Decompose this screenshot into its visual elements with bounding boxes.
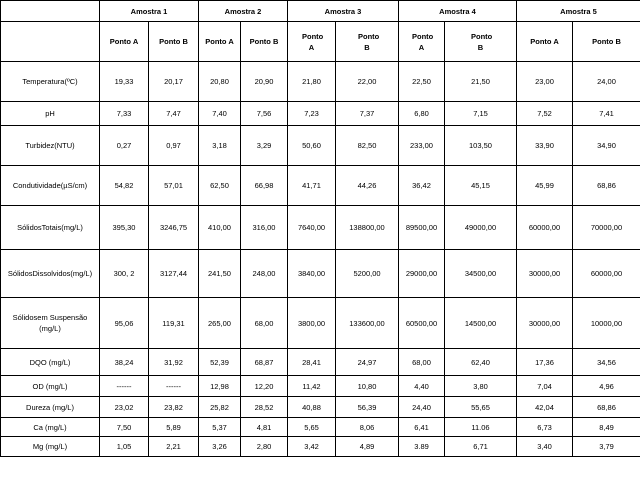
table-cell: 31,92 xyxy=(149,349,199,376)
table-cell: 410,00 xyxy=(199,206,241,250)
point-header: Ponto B xyxy=(336,22,399,62)
table-cell: 7,40 xyxy=(199,102,241,126)
table-cell: 49000,00 xyxy=(445,206,517,250)
table-cell: 23,02 xyxy=(100,397,149,418)
table-cell: 54,82 xyxy=(100,166,149,206)
table-cell: 12,20 xyxy=(241,376,288,397)
table-cell: 21,80 xyxy=(288,62,336,102)
table-row xyxy=(1,349,640,376)
table-cell: 23,00 xyxy=(517,62,573,102)
table-cell: 4,40 xyxy=(399,376,445,397)
table-cell: 6,41 xyxy=(399,418,445,437)
table-cell: 44,26 xyxy=(336,166,399,206)
table-row xyxy=(1,418,640,437)
table-cell: 14500,00 xyxy=(445,298,517,349)
table-row xyxy=(1,250,640,298)
table-cell: 3127,44 xyxy=(149,250,199,298)
table-cell: 19,33 xyxy=(100,62,149,102)
table-cell: 138800,00 xyxy=(336,206,399,250)
table-cell: 22,50 xyxy=(399,62,445,102)
point-header: Ponto B xyxy=(573,22,640,62)
table-cell: 3,79 xyxy=(573,437,640,457)
header-corner xyxy=(1,1,100,22)
table-cell: 6,80 xyxy=(399,102,445,126)
table-cell: 133600,00 xyxy=(336,298,399,349)
table-cell: 50,60 xyxy=(288,126,336,166)
table-cell: 40,88 xyxy=(288,397,336,418)
row-label: pH xyxy=(1,102,100,126)
row-label: Turbidez(NTU) xyxy=(1,126,100,166)
table-cell: 68,86 xyxy=(573,397,640,418)
table-cell: 241,50 xyxy=(199,250,241,298)
table-cell: 95,06 xyxy=(100,298,149,349)
table-cell: 89500,00 xyxy=(399,206,445,250)
table-cell: 29000,00 xyxy=(399,250,445,298)
table-cell: 10,80 xyxy=(336,376,399,397)
table-cell: 36,42 xyxy=(399,166,445,206)
table-cell: 3.89 xyxy=(399,437,445,457)
row-label: Ca (mg/L) xyxy=(1,418,100,437)
table-cell: 0,27 xyxy=(100,126,149,166)
table-cell: 34,90 xyxy=(573,126,640,166)
table-cell: 68,00 xyxy=(241,298,288,349)
table-cell: 62,50 xyxy=(199,166,241,206)
table-cell: 30000,00 xyxy=(517,298,573,349)
table-cell: 3,29 xyxy=(241,126,288,166)
point-header: Ponto A xyxy=(288,22,336,62)
table-cell: 24,97 xyxy=(336,349,399,376)
table-cell: 7,23 xyxy=(288,102,336,126)
table-cell: 12,98 xyxy=(199,376,241,397)
table-cell: ------ xyxy=(100,376,149,397)
table-cell: 20,80 xyxy=(199,62,241,102)
table-cell: 45,99 xyxy=(517,166,573,206)
table-cell: 22,00 xyxy=(336,62,399,102)
table-row xyxy=(1,298,640,349)
row-label: OD (mg/L) xyxy=(1,376,100,397)
table-cell: 119,31 xyxy=(149,298,199,349)
table-cell: 8,49 xyxy=(573,418,640,437)
table-cell: 24,40 xyxy=(399,397,445,418)
table-cell: 233,00 xyxy=(399,126,445,166)
row-label: DQO (mg/L) xyxy=(1,349,100,376)
point-header: Ponto A xyxy=(399,22,445,62)
table-cell: 10000,00 xyxy=(573,298,640,349)
table-cell: 3246,75 xyxy=(149,206,199,250)
point-header: Ponto A xyxy=(199,22,241,62)
table-cell: 3,40 xyxy=(517,437,573,457)
table-cell: 2,80 xyxy=(241,437,288,457)
table-cell: 34500,00 xyxy=(445,250,517,298)
sample-header: Amostra 1 xyxy=(100,1,199,22)
table-cell: ------ xyxy=(149,376,199,397)
table-cell: 5,37 xyxy=(199,418,241,437)
table-cell: 11.06 xyxy=(445,418,517,437)
table-cell: 57,01 xyxy=(149,166,199,206)
point-header: Ponto A xyxy=(517,22,573,62)
table-cell: 7,52 xyxy=(517,102,573,126)
header-corner xyxy=(1,22,100,62)
table-cell: 38,24 xyxy=(100,349,149,376)
table-row xyxy=(1,62,640,102)
row-label: Condutividade(µS/cm) xyxy=(1,166,100,206)
table-row xyxy=(1,397,640,418)
table-cell: 2,21 xyxy=(149,437,199,457)
table-cell: 7,37 xyxy=(336,102,399,126)
table-cell: 24,00 xyxy=(573,62,640,102)
table-cell: 21,50 xyxy=(445,62,517,102)
table-cell: 7,41 xyxy=(573,102,640,126)
table-cell: 25,82 xyxy=(199,397,241,418)
table-cell: 28,41 xyxy=(288,349,336,376)
row-label: Dureza (mg/L) xyxy=(1,397,100,418)
table-cell: 11,42 xyxy=(288,376,336,397)
table-cell: 20,17 xyxy=(149,62,199,102)
table-cell: 28,52 xyxy=(241,397,288,418)
table-cell: 3,80 xyxy=(445,376,517,397)
table-cell: 60000,00 xyxy=(573,250,640,298)
table-cell: 7,15 xyxy=(445,102,517,126)
table-cell: 0,97 xyxy=(149,126,199,166)
row-label: Temperatura(ºC) xyxy=(1,62,100,102)
point-header-row xyxy=(1,22,640,62)
table-cell: 17,36 xyxy=(517,349,573,376)
table-cell: 5,89 xyxy=(149,418,199,437)
table-cell: 3,18 xyxy=(199,126,241,166)
table-cell: 103,50 xyxy=(445,126,517,166)
table-cell: 395,30 xyxy=(100,206,149,250)
table-row xyxy=(1,206,640,250)
table-cell: 7,47 xyxy=(149,102,199,126)
table-cell: 3,42 xyxy=(288,437,336,457)
table-cell: 68,86 xyxy=(573,166,640,206)
table-cell: 34,56 xyxy=(573,349,640,376)
table-cell: 7,33 xyxy=(100,102,149,126)
table-cell: 33,90 xyxy=(517,126,573,166)
sample-header: Amostra 4 xyxy=(399,1,517,22)
table-cell: 7640,00 xyxy=(288,206,336,250)
sample-header: Amostra 3 xyxy=(288,1,399,22)
row-label: SólidosDissolvidos(mg/L) xyxy=(1,250,100,298)
point-header: Ponto A xyxy=(100,22,149,62)
table-cell: 265,00 xyxy=(199,298,241,349)
table-row xyxy=(1,376,640,397)
point-header: Ponto B xyxy=(149,22,199,62)
table-cell: 55,65 xyxy=(445,397,517,418)
table-cell: 4,81 xyxy=(241,418,288,437)
table-cell: 5200,00 xyxy=(336,250,399,298)
sample-header: Amostra 5 xyxy=(517,1,640,22)
table-cell: 316,00 xyxy=(241,206,288,250)
table-cell: 4,89 xyxy=(336,437,399,457)
table-cell: 248,00 xyxy=(241,250,288,298)
table-cell: 4,96 xyxy=(573,376,640,397)
table-cell: 8,06 xyxy=(336,418,399,437)
table-cell: 66,98 xyxy=(241,166,288,206)
point-header: Ponto B xyxy=(445,22,517,62)
table-row xyxy=(1,102,640,126)
table-row xyxy=(1,166,640,206)
table-cell: 6,73 xyxy=(517,418,573,437)
table-cell: 7,04 xyxy=(517,376,573,397)
table-cell: 60500,00 xyxy=(399,298,445,349)
row-label: Sólidosem Suspensão (mg/L) xyxy=(1,298,100,349)
table-cell: 23,82 xyxy=(149,397,199,418)
table-cell: 1,05 xyxy=(100,437,149,457)
table-cell: 45,15 xyxy=(445,166,517,206)
table-cell: 60000,00 xyxy=(517,206,573,250)
row-label: SólidosTotais(mg/L) xyxy=(1,206,100,250)
table-cell: 82,50 xyxy=(336,126,399,166)
table-cell: 68,00 xyxy=(399,349,445,376)
table-cell: 3800,00 xyxy=(288,298,336,349)
table-cell: 3840,00 xyxy=(288,250,336,298)
table-cell: 300, 2 xyxy=(100,250,149,298)
table-cell: 5,65 xyxy=(288,418,336,437)
table-cell: 70000,00 xyxy=(573,206,640,250)
table-cell: 3,26 xyxy=(199,437,241,457)
table-row xyxy=(1,126,640,166)
table-cell: 41,71 xyxy=(288,166,336,206)
sample-header: Amostra 2 xyxy=(199,1,288,22)
table-cell: 56,39 xyxy=(336,397,399,418)
table-cell: 7,56 xyxy=(241,102,288,126)
table-cell: 20,90 xyxy=(241,62,288,102)
sample-header-row xyxy=(1,1,640,22)
point-header: Ponto B xyxy=(241,22,288,62)
table-cell: 62,40 xyxy=(445,349,517,376)
table-cell: 30000,00 xyxy=(517,250,573,298)
table-cell: 68,87 xyxy=(241,349,288,376)
table-cell: 6,71 xyxy=(445,437,517,457)
table-cell: 52,39 xyxy=(199,349,241,376)
table-row xyxy=(1,437,640,457)
table-cell: 7,50 xyxy=(100,418,149,437)
row-label: Mg (mg/L) xyxy=(1,437,100,457)
table-cell: 42,04 xyxy=(517,397,573,418)
